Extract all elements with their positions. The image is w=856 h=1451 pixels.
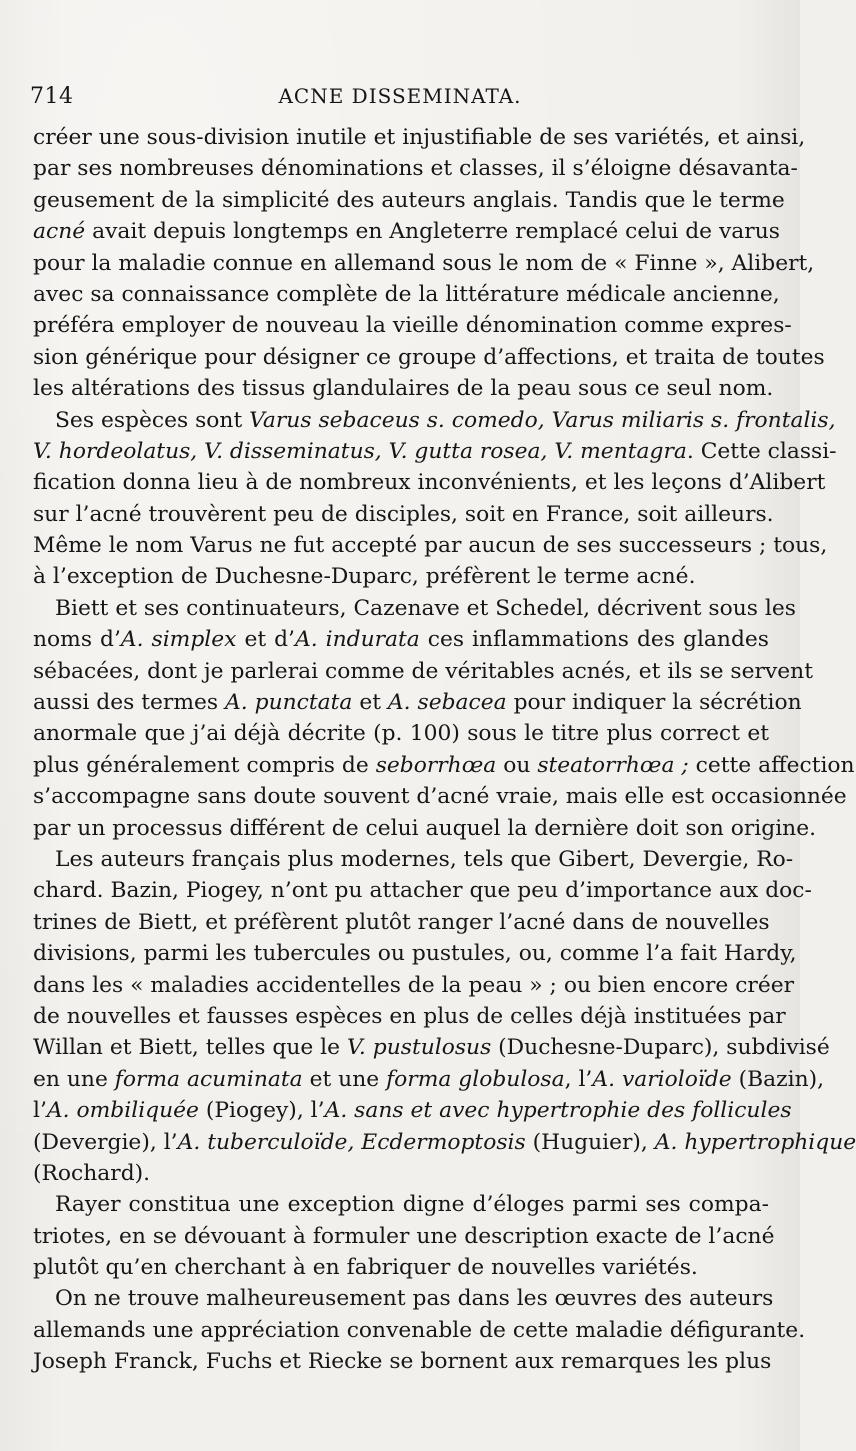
text-line [33,593,796,624]
text-run: noms d’ [33,627,121,653]
text-run: Biett et ses continuateurs, Cazenave et Schedel, décrivent sous les [55,595,796,621]
text-line [33,1283,774,1314]
text-line [33,687,802,718]
italic-text: A. tuberculoïde, Ecdermoptosis [177,1129,526,1155]
text-line [33,938,797,969]
text-line [33,248,815,279]
text-run: Ses espèces sont [55,407,250,433]
text-line [33,1315,806,1346]
italic-text: V. hordeolatus, V. disseminatus, V. gutta rosea, V. mentagra [33,438,687,464]
text-run: s’accompagne sans doute souvent d’acné vraie, mais elle est occasionnée [33,784,847,810]
text-run: Rayer constitua une exception digne d’éloges parmi ses compa- [55,1192,769,1218]
italic-text: A. varioloïde [592,1066,732,1092]
text-run: Même le nom Varus ne fut accepté par aucun de ses successeurs ; tous, [33,533,828,559]
text-run: (Rochard). [33,1160,151,1186]
text-run: avait depuis longtemps en Angleterre remplacé celui de varus [85,219,780,245]
page-header [30,84,770,118]
italic-text: A. indurata [294,627,420,653]
text-line [33,561,769,592]
text-line [33,373,774,404]
text-run: sur l’acné trouvèrent peu de disciples, soit en France, soit ailleurs. [33,501,774,527]
page-number: 714 [30,84,74,109]
text-run: aussi des termes [33,690,226,716]
italic-text: A. sebacea [387,690,507,716]
text-line [33,310,792,341]
text-run: . Cette classi- [686,438,837,464]
text-run: (Devergie), l’ [33,1129,178,1155]
italic-text: Varus sebaceus s. comedo, Varus miliaris s. frontalis, [249,407,836,433]
text-line [33,1158,769,1189]
italic-text: steatorrhœa ; [537,752,689,778]
text-line [33,1346,772,1377]
text-line [33,781,847,812]
text-run: Les auteurs français plus modernes, tels que Gibert, Devergie, Ro- [55,846,794,872]
italic-text: A. hypertrophique [654,1129,856,1155]
text-run: (Bazin), [731,1066,825,1092]
italic-text: A. ombiliquée [46,1098,199,1124]
text-run: Joseph Franck, Fuchs et Riecke se bornent aux remarques les plus [33,1349,772,1375]
text-line [33,1064,825,1095]
text-line [33,185,785,216]
text-run: plutôt qu’en cherchant à en fabriquer de nouvelles variétés. [33,1255,698,1281]
text-run: dans les « maladies accidentelles de la peau » ; ou bien encore créer [33,972,795,998]
text-run: par ses nombreuses dénominations et classes, il s’éloigne désavanta- [33,156,798,182]
text-line [33,1189,769,1220]
running-head: ACNE DISSEMINATA. [278,84,522,108]
text-line [33,1221,775,1252]
text-run: divisions, parmi les tubercules ou pustules, ou, comme l’a fait Hardy, [33,941,797,967]
text-run: avec sa connaissance complète de la littérature médicale ancienne, [33,281,780,307]
text-line [33,1127,856,1158]
text-run: et une [302,1066,387,1092]
italic-text: acné [33,219,86,245]
text-line [33,656,813,687]
text-line [33,875,812,906]
text-line [33,813,817,844]
text-run: et d’ [236,627,295,653]
text-line [33,279,780,310]
text-line [33,499,774,530]
text-line [33,844,794,875]
text-run: de nouvelles et fausses espèces en plus de celles déjà instituées par [33,1003,786,1029]
text-run: créer une sous-division inutile et injustifiable de ses variétés, et ainsi, [33,125,806,150]
text-run: fication donna lieu à de nombreux inconvénients, et les leçons d’Alibert [33,470,826,496]
text-run: ces inflammations des glandes [419,627,769,653]
text-line [33,1252,769,1283]
text-run: cette affection [688,752,855,778]
text-run: triotes, en se dévouant à formuler une description exacte de l’acné [33,1223,775,1249]
body-text [33,122,856,1378]
text-run: plus généralement compris de [33,752,376,778]
text-line [33,1095,792,1126]
text-run: trines de Biett, et préfèrent plutôt ranger l’acné dans de nouvelles [33,909,770,935]
text-run: par un processus différent de celui auquel la dernière doit son origine. [33,815,817,841]
text-run: anormale que j’ai déjà décrite (p. 100) sous le titre plus correct et [33,721,769,747]
text-run: sion générique pour désigner ce groupe d’affections, et traita de toutes [33,344,825,370]
text-run: en une [33,1066,115,1092]
text-run: allemands une appréciation convenable de cette maladie défigurante. [33,1317,806,1343]
text-run: à l’exception de Duchesne-Duparc, préfèrent le terme acné. [33,564,696,590]
text-run: Willan et Biett, telles que le [33,1035,347,1061]
text-run: et [352,690,388,716]
italic-text: A. simplex [120,627,237,653]
italic-text: A. punctata [225,690,353,716]
italic-text: seborrhœa [375,752,497,778]
text-run: geusement de la simplicité des auteurs anglais. Tandis que le terme [33,187,785,213]
text-run: (Piogey), l’ [198,1098,325,1124]
text-line [33,467,826,498]
text-line [33,907,769,938]
italic-text: forma globulosa [386,1066,565,1092]
text-run: , l’ [564,1066,593,1092]
text-line [33,1001,786,1032]
italic-text: A. sans et avec hypertrophie des follicules [324,1098,792,1124]
text-line [33,436,837,467]
text-run: préféra employer de nouveau la vieille dénomination comme expres- [33,313,792,339]
text-run: (Duchesne-Duparc), subdivisé [491,1035,830,1061]
text-line [33,530,828,561]
text-line [33,216,780,247]
text-run: On ne trouve malheureusement pas dans les œuvres des auteurs [55,1286,774,1312]
text-run: pour indiquer la sécrétion [506,690,802,716]
text-line [33,970,795,1001]
text-run: ou [496,752,538,778]
text-line [33,342,825,373]
italic-text: V. pustulosus [346,1035,492,1061]
text-line [33,122,806,153]
text-line [33,750,855,781]
text-run: les altérations des tissus glandulaires de la peau sous ce seul nom. [33,376,774,402]
text-run: l’ [33,1098,47,1124]
text-line [33,405,836,436]
text-line [33,624,769,655]
text-line [33,1032,830,1063]
italic-text: forma acuminata [114,1066,303,1092]
text-run: chard. Bazin, Piogey, n’ont pu attacher que peu d’importance aux doc- [33,878,812,904]
text-run: pour la maladie connue en allemand sous le nom de « Finne », Alibert, [33,250,815,276]
text-run: (Huguier), [525,1129,655,1155]
text-run: sébacées, dont je parlerai comme de véritables acnés, et ils se servent [33,658,813,684]
text-line [33,153,798,184]
text-line [33,718,769,749]
